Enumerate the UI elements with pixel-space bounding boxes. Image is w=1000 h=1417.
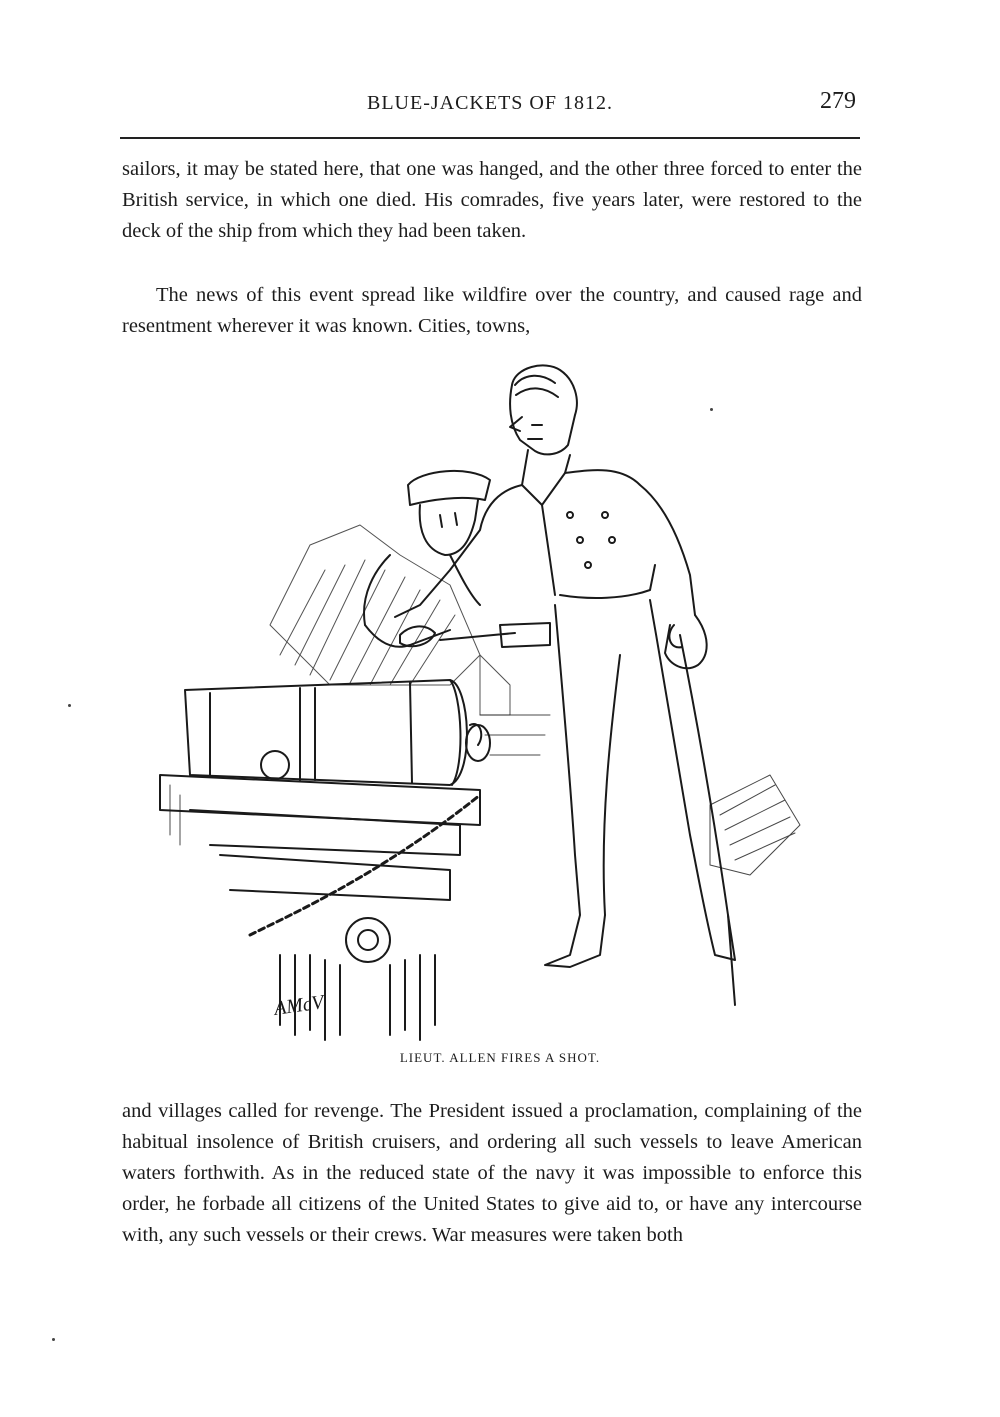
deck-hatching: [170, 715, 800, 875]
illustration-caption: LIEUT. ALLEN FIRES A SHOT.: [399, 1050, 601, 1065]
page-header: [120, 88, 860, 128]
paragraph-3: and villages called for revenge. The President issued a proclamation, complaining of the habitual insolence of British cruisers, and ordering all such vessels to leave American waters forthwith. As in the reduced state of the navy it was impossible to enforce this order, he forbade all citizens of the United States to give aid to, or have any intercourse with, any such vessels or their crews. War measures were taken both: [122, 1100, 862, 1246]
page-number: 279: [820, 88, 856, 114]
illustration-lieut-allen: [150, 355, 870, 1045]
paragraph-2: The news of this event spread like wildfire over the country, and caused rage and resentment wherever it was known. Cities, towns,: [122, 284, 862, 337]
header-rule: [120, 137, 860, 139]
print-speck: [52, 1338, 55, 1341]
cannon: [160, 680, 490, 1040]
print-speck: [710, 408, 713, 411]
running-title: BLUE-JACKETS OF 1812.: [366, 92, 613, 114]
paragraph-1: sailors, it may be stated here, that one was hanged, and the other three forced to enter the British service, in which one died. His comrades, five years later, were restored to the deck of the ship from which they had been taken.: [122, 158, 862, 242]
artist-signature: AMcV: [272, 991, 326, 1020]
smoke-hatching: [270, 525, 510, 715]
print-speck: [68, 704, 71, 707]
